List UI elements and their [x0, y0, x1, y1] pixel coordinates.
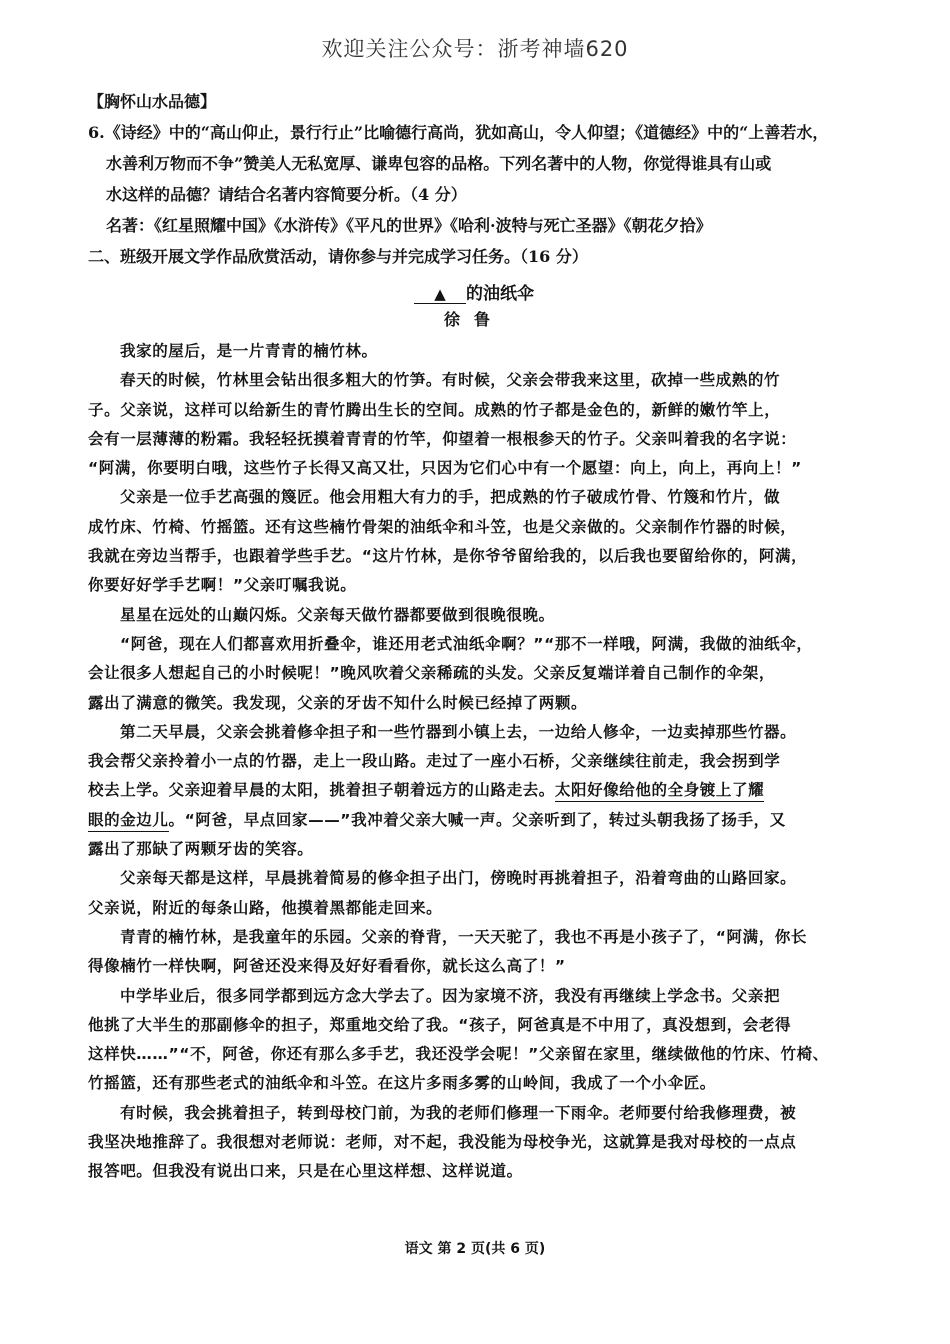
article-line: 得像楠竹一样快啊，阿爸还没来得及好好看看你，就长这么高了！”: [88, 957, 566, 976]
article-author: 徐鲁: [443, 310, 504, 329]
article-body: [88, 341, 860, 1191]
article-paragraph: [88, 722, 860, 868]
article-line: 这样快……”“不，阿爸，你还有那么多手艺，我还没学会呢！”父亲留在家里，继续做他的竹床、竹椅、: [88, 1045, 829, 1064]
article-line: 春天的时候，竹林里会钻出很多粗大的竹笋。有时候，父亲会带我来这里，砍掉一些成熟的竹: [120, 371, 781, 390]
article-paragraph: [88, 1103, 860, 1191]
article-line: 我就在旁边当帮手，也跟着学些手艺。“这片竹林，是你爷爷留给我的，以后我也要留给你的，阿满，: [88, 547, 808, 566]
article-line: “阿满，你要明白哦，这些竹子长得又高又壮，只因为它们心中有一个愿望：向上，向上，再向上！”: [88, 459, 802, 478]
question-6-books: 名著：《红星照耀中国》《水浒传》《平凡的世界》《哈利·波特与死亡圣器》《朝花夕拾》: [106, 216, 712, 235]
page-footer: 语文 第 2 页(共 6 页): [404, 1241, 546, 1257]
underlined-sentence-part-2: 眼的金边儿: [88, 811, 169, 832]
section-2-instruction: 二、班级开展文学作品欣赏活动，请你参与并完成学习任务。（16 分）: [88, 247, 588, 266]
article-line: 你要好好学手艺啊！”父亲叮嘱我说。: [88, 576, 357, 595]
article-paragraph: [88, 605, 860, 634]
article-line: 露出了满意的微笑。我发现，父亲的牙齿不知什么时候已经掉了两颗。: [88, 693, 588, 712]
article-line: 父亲说，附近的每条山路，他摸着黑都能走回来。: [88, 898, 443, 917]
article-line: 我家的屋后，是一片青青的楠竹林。: [120, 342, 378, 360]
article-paragraph: [88, 927, 860, 986]
article-line: 竹摇篮，还有那些老式的油纸伞和斗笠。在这片多雨多雾的山岭间，我成了一个小伞匠。: [88, 1074, 716, 1093]
title-blank: ▲: [414, 285, 466, 304]
article-paragraph: [88, 487, 860, 604]
article-paragraph: [88, 986, 860, 1103]
article-line: 他挑了大半生的那副修伞的担子，郑重地交给了我。“孩子，阿爸真是不中用了，真没想到，会老得: [88, 1015, 792, 1034]
article-paragraph: [88, 634, 860, 722]
article-line: 我会帮父亲拎着小一点的竹器，走上一段山路。走过了一座小石桥，父亲继续往前走，我会拐到学: [88, 752, 781, 771]
article-line: 露出了那缺了两颗牙齿的笑容。: [88, 840, 314, 859]
page-content: [88, 92, 860, 1191]
section-heading: 【胸怀山水品德】: [88, 92, 217, 111]
article-line: 会有一层薄薄的粉霜。我轻轻抚摸着青青的竹竿，仰望着一根根参天的竹子。父亲叫着我的名字说：: [88, 429, 797, 448]
article-title: [88, 279, 860, 307]
article-line: 眼的金边儿。“阿爸，早点回家——”我冲着父亲大喊一声。父亲听到了，转过头朝我扬了扬手，又: [88, 810, 860, 839]
article-line: 第二天早晨，父亲会挑着修伞担子和一些竹器到小镇上去，一边给人修伞，一边卖掉那些竹器。: [120, 722, 797, 741]
article-line: 中学毕业后，很多同学都到远方念大学去了。因为家境不济，我没有再继续上学念书。父亲把: [120, 986, 781, 1005]
title-suffix: 的油纸伞: [466, 284, 534, 304]
article-paragraph: [88, 868, 860, 927]
article-line: 会让很多人想起自己的小时候呢！”晚风吹着父亲稀疏的头发。父亲反复端详着自己制作的伞架，: [88, 664, 775, 683]
article-line: 青青的楠竹林，是我童年的乐园。父亲的脊背，一天天驼了，我也不再是小孩子了，“阿满，你长: [120, 927, 807, 946]
article-line: 校去上学。父亲迎着早晨的太阳，挑着担子朝着远方的山路走去。太阳好像给他的全身镀上了耀: [88, 780, 860, 809]
article-line: 父亲每天都是这样，早晨挑着简易的修伞担子出门，傍晚时再挑着担子，沿着弯曲的山路回家。: [120, 869, 797, 888]
question-6-line-2: 水善利万物而不争”赞美人无私宽厚、谦卑包容的品格。下列名著中的人物，你觉得谁具有山或: [106, 154, 772, 173]
article-line: 有时候，我会挑着担子，转到母校门前，为我的老师们修理一下雨伞。老师要付给我修理费，被: [120, 1103, 797, 1122]
article-line: 父亲是一位手艺高强的篾匠。他会用粗大有力的手，把成熟的竹子破成竹骨、竹篾和竹片，做: [120, 488, 781, 507]
article-line: “阿爸，现在人们都喜欢用折叠伞，谁还用老式油纸伞啊？”“那不一样哦，阿满，我做的油纸伞，: [120, 634, 813, 653]
article-line: 报答吧。但我没有说出口来，只是在心里这样想、这样说道。: [88, 1162, 523, 1181]
article-paragraph: [88, 370, 860, 487]
article-line: 我坚决地推辞了。我很想对老师说：老师，对不起，我没能为母校争光，这就算是我对母校的一点点: [88, 1133, 797, 1152]
question-6-line-1: 6.《诗经》中的“高山仰止，景行行止”比喻德行高尚，犹如高山，令人仰望；《道德经》中的“上善若水，: [88, 123, 829, 142]
watermark: 欢迎关注公众号：浙考神墙620: [321, 37, 629, 61]
article-line: 子。父亲说，这样可以给新生的青竹腾出生长的空间。成熟的竹子都是金色的，新鲜的嫩竹竿上，: [88, 400, 781, 419]
article-paragraph: [88, 341, 860, 370]
question-6-line-3: 水这样的品德？请结合名著内容简要分析。（4 分）: [106, 185, 467, 204]
article-line: 星星在远处的山巅闪烁。父亲每天做竹器都要做到很晚很晚。: [120, 605, 555, 624]
underlined-sentence-part-1: 太阳好像给他的全身镀上了耀: [555, 781, 764, 802]
article-line: 成竹床、竹椅、竹摇篮。还有这些楠竹骨架的油纸伞和斗笠，也是父亲做的。父亲制作竹器的时候，: [88, 517, 797, 536]
